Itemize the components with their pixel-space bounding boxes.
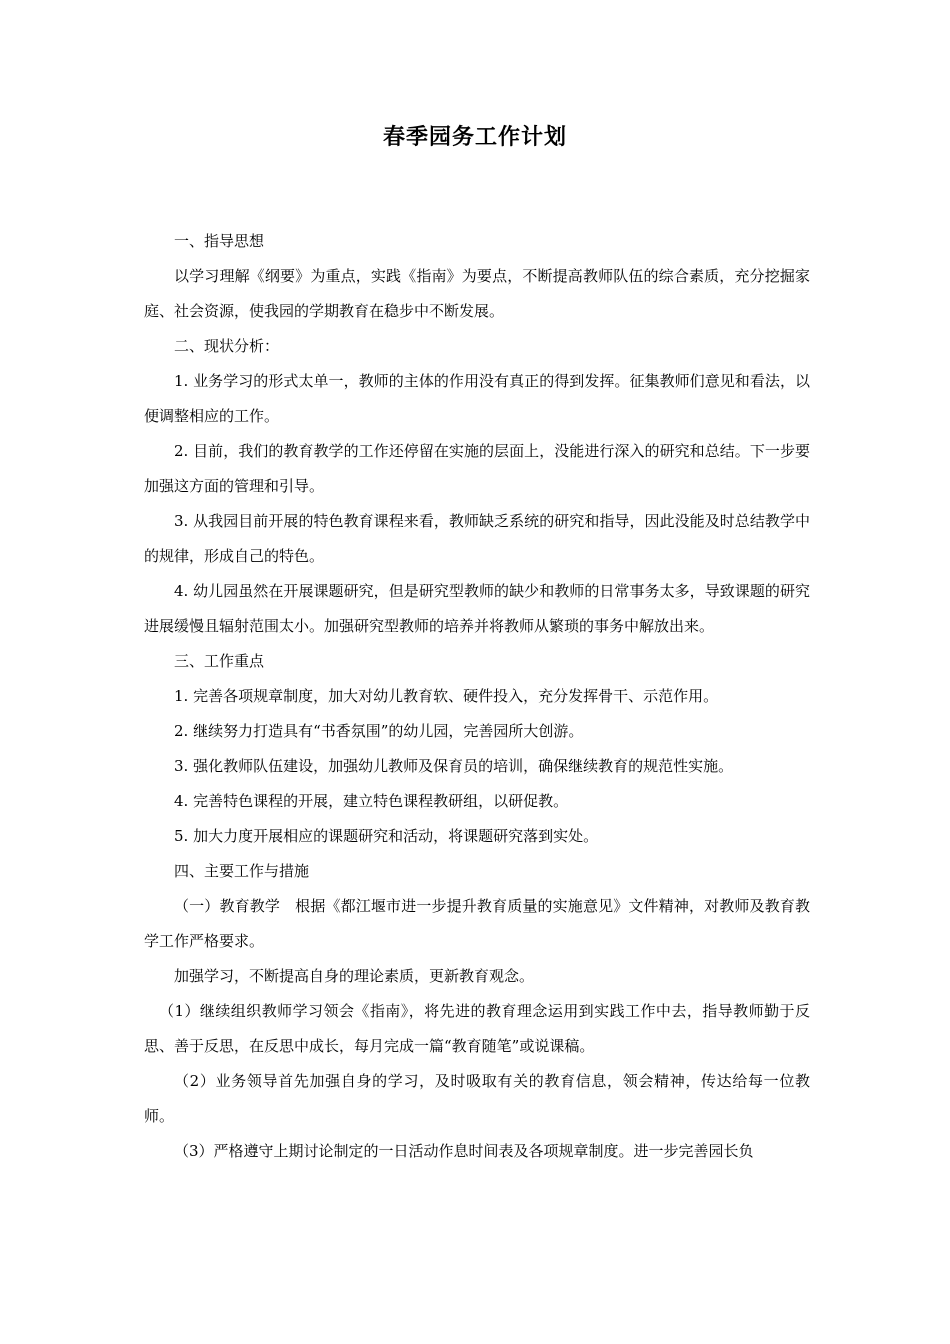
list-item: 1. 完善各项规章制度，加大对幼儿教育软、硬件投入，充分发挥骨干、示范作用。 bbox=[174, 687, 719, 705]
paragraph: 加强学习，不断提高自身的理论素质，更新教育观念。 bbox=[174, 967, 535, 985]
list-item: （2）业务领导首先加强自身的学习，及时吸取有关的教育信息，领会精神，传达给每一位教师。 bbox=[144, 1072, 810, 1125]
list-item: 1. 业务学习的形式太单一，教师的主体的作用没有真正的得到发挥。征集教师们意见和看法，以便调整相应的工作。 bbox=[144, 372, 810, 425]
list-item: （3）严格遵守上期讨论制定的一日活动作息时间表及各项规章制度。进一步完善园长负 bbox=[174, 1142, 754, 1160]
document-title: 春季园务工作计划 bbox=[382, 124, 567, 150]
list-item: 2. 目前，我们的教育教学的工作还停留在实施的层面上，没能进行深入的研究和总结。下一步要加强这方面的管理和引导。 bbox=[144, 442, 810, 495]
document-body bbox=[144, 224, 810, 1169]
list-item: 3. 从我园目前开展的特色教育课程来看，教师缺乏系统的研究和指导，因此没能及时总结教学中的规律，形成自己的特色。 bbox=[144, 512, 810, 565]
section-heading: 三、工作重点 bbox=[174, 652, 265, 670]
list-item: 4. 幼儿园虽然在开展课题研究，但是研究型教师的缺少和教师的日常事务太多，导致课题的研究进展缓慢且辐射范围太小。加强研究型教师的培养并将教师从繁琐的事务中解放出来。 bbox=[144, 582, 810, 635]
paragraph: 以学习理解《纲要》为重点，实践《指南》为要点，不断提高教师队伍的综合素质，充分挖掘家庭、社会资源，使我园的学期教育在稳步中不断发展。 bbox=[144, 267, 810, 320]
list-item: 4. 完善特色课程的开展，建立特色课程教研组，以研促教。 bbox=[174, 792, 569, 810]
list-item: （1）继续组织教师学习领会《指南》，将先进的教育理念运用到实践工作中去，指导教师勤于反思、善于反思，在反思中成长，每月完成一篇“教育随笔”或说课稿。 bbox=[144, 1002, 810, 1055]
list-item: 5. 加大力度开展相应的课题研究和活动，将课题研究落到实处。 bbox=[174, 827, 599, 845]
list-item: 2. 继续努力打造具有“书香氛围”的幼儿园，完善园所大创游。 bbox=[174, 722, 584, 740]
section-heading: 一、指导思想 bbox=[174, 232, 265, 250]
section-heading: 四、主要工作与措施 bbox=[174, 862, 310, 880]
section-heading: 二、现状分析： bbox=[174, 337, 280, 355]
list-item: 3. 强化教师队伍建设，加强幼儿教师及保育员的培训，确保继续教育的规范性实施。 bbox=[174, 757, 734, 775]
paragraph: （一）教育教学 根据《都江堰市进一步提升教育质量的实施意见》文件精神，对教师及教育教学工作严格要求。 bbox=[144, 897, 810, 950]
